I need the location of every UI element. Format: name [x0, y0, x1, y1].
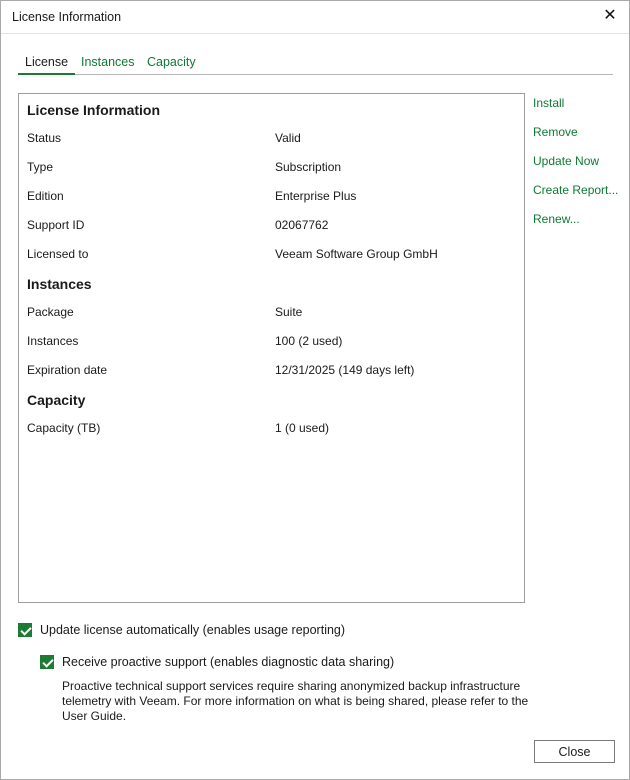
type-label: Type	[27, 160, 54, 174]
instances-value: 100 (2 used)	[275, 334, 343, 348]
licensed-to-label: Licensed to	[27, 247, 89, 261]
proactive-support-checkbox[interactable]	[40, 655, 54, 669]
proactive-support-option[interactable]	[40, 655, 394, 669]
tab-capacity[interactable]: Capacity	[147, 55, 196, 69]
support-id-value: 02067762	[275, 218, 329, 232]
licensed-to-value: Veeam Software Group GmbH	[275, 247, 438, 261]
support-id-label: Support ID	[27, 218, 85, 232]
status-label: Status	[27, 131, 62, 145]
capacity-section-heading: Capacity	[27, 392, 86, 408]
tab-license[interactable]: License	[18, 55, 75, 75]
title-bar	[1, 1, 629, 34]
type-value: Subscription	[275, 160, 342, 174]
create-report-link[interactable]: Create Report...	[533, 183, 619, 197]
install-link[interactable]: Install	[533, 96, 565, 110]
license-section-heading: License Information	[27, 102, 161, 118]
close-button[interactable]: Close	[534, 740, 615, 763]
dialog-title: License Information	[12, 10, 122, 24]
instances-label: Instances	[27, 334, 79, 348]
remove-link[interactable]: Remove	[533, 125, 578, 139]
expiration-date-label: Expiration date	[27, 363, 108, 377]
renew-link[interactable]: Renew...	[533, 212, 580, 226]
proactive-support-description: Proactive technical support services require sharing anonymized backup infrastructure telemetry with Veeam. For more information on what is being shared, please refer to the User Guide.	[62, 679, 529, 723]
edition-value: Enterprise Plus	[275, 189, 357, 203]
edition-label: Edition	[27, 189, 64, 203]
package-label: Package	[27, 305, 74, 319]
update-now-link[interactable]: Update Now	[533, 154, 600, 168]
status-value: Valid	[275, 131, 301, 145]
capacity-tb-value: 1 (0 used)	[275, 421, 330, 435]
package-value: Suite	[275, 305, 303, 319]
instances-section-heading: Instances	[27, 276, 92, 292]
auto-update-option[interactable]	[18, 623, 345, 637]
close-icon[interactable]: ✕	[603, 7, 617, 24]
license-details-panel	[18, 93, 525, 603]
tab-strip	[18, 53, 613, 75]
auto-update-checkbox[interactable]	[18, 623, 32, 637]
expiration-date-value: 12/31/2025 (149 days left)	[275, 363, 415, 377]
capacity-tb-label: Capacity (TB)	[27, 421, 101, 435]
auto-update-label[interactable]: Update license automatically (enables usage reporting)	[40, 623, 346, 637]
proactive-support-label[interactable]: Receive proactive support (enables diagnostic data sharing)	[62, 655, 395, 669]
tab-instances[interactable]: Instances	[81, 55, 135, 69]
